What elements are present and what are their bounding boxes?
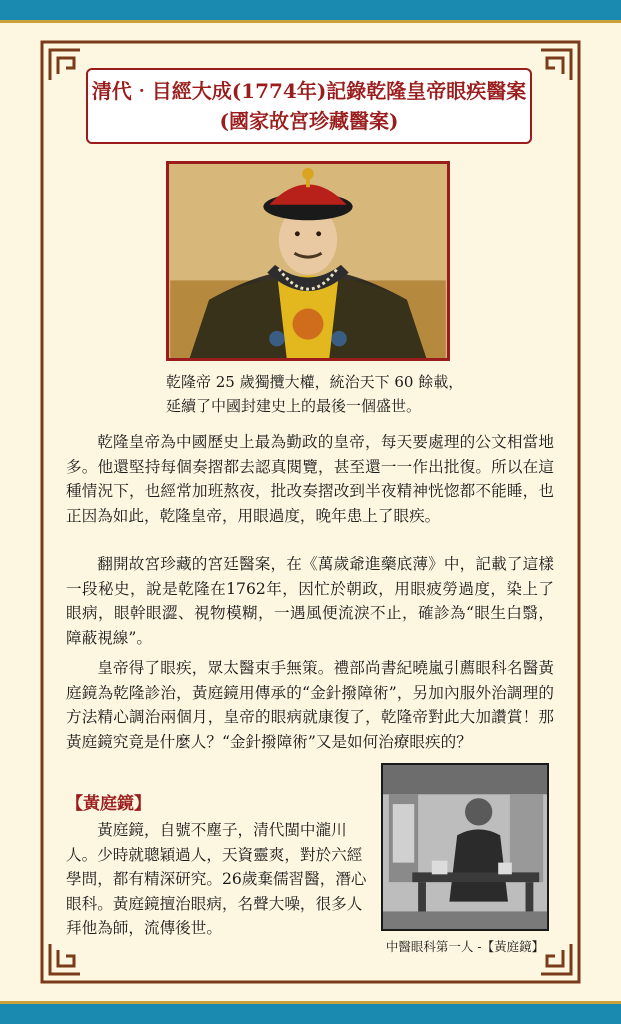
page-title: 清代‧目經大成(1774年)記錄乾隆皇帝眼疾醫案	[91, 79, 527, 103]
title-box	[86, 68, 532, 144]
section-text: 黃庭鏡，自號不塵子，清代閩中瀧川人。少時就聰穎過人，天資靈爽，對於六經學問，都有精深研究。26歲棄儒習醫，潛心眼科。黃庭鏡擅治眼病，名聲大噪，很多人拜他為師，流傳後世。	[66, 821, 367, 937]
bottom-color-band	[0, 1001, 621, 1024]
portrait-caption	[166, 370, 566, 418]
portrait-caption-line: 延續了中國封建史上的最後一個盛世。	[166, 397, 422, 415]
paragraph: 皇帝得了眼疾，眾太醫束手無策。禮部尚書紀曉嵐引薦眼科名醫黃庭鏡為乾隆診治，黃庭鏡用傳承的“金針撥障術”，另加內服外治調理的方法精心調治兩個月，皇帝的眼病就康復了，乾隆帝對此大加讚賞！那黃庭鏡究竟是什麼人？“金針撥障術”又是如何治療眼疾的？	[66, 659, 554, 751]
emperor-portrait-icon	[166, 161, 450, 361]
page-subtitle: (國家故宮珍藏醫案)	[219, 109, 399, 133]
photo-caption: 中醫眼科第一人 -【黃庭鏡】	[385, 939, 545, 954]
doctor-photo-icon	[381, 763, 549, 931]
paragraph: 乾隆皇帝為中國歷史上最為勤政的皇帝，每天要處理的公文相當地多。他還堅持每個奏摺都去認真閱覽，甚至還一一作出批復。所以在這種情況下，也經常加班熬夜，批改奏摺改到半夜精神恍惚都不能睡，也正因為如此，乾隆皇帝，用眼過度，晚年患上了眼疾。	[66, 433, 554, 525]
top-color-band	[0, 0, 621, 23]
paragraph: 翻開故宮珍藏的宮廷醫案，在《萬歲爺進藥底薄》中，記載了這樣一段秘史，說是乾隆在1762年，因忙於朝政，用眼疲勞過度，染上了眼病，眼幹眼澀、視物模糊，一遇風便流淚不止，確診為“眼生白翳，障蔽視線”。	[66, 555, 554, 647]
portrait-caption-line: 乾隆帝 25 歲獨攬大權，統治天下 60 餘載，	[166, 373, 464, 391]
section-heading: 【黃庭鏡】	[66, 794, 151, 814]
